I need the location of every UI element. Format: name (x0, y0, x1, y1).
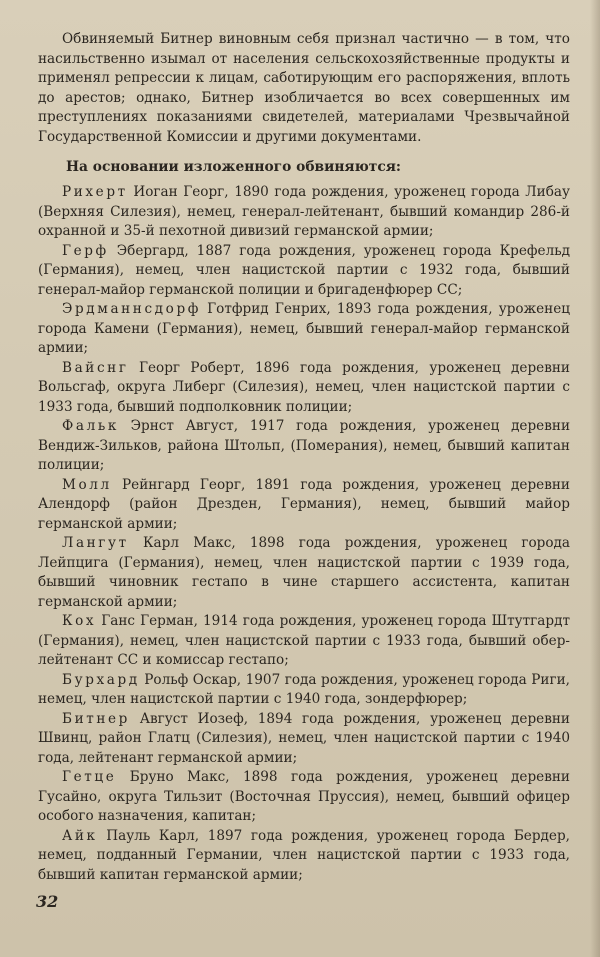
accused-surname: Лангут (62, 535, 129, 551)
section-heading: На основании изложенного обвиняются: (66, 159, 402, 175)
accused-details: Ганс Герман, 1914 года рождения, уроженец города Штутгардт (Германия), немец, член нацистской партии с 1933 года, бывший обер-лейтенант СС и комиссар гестапо; (38, 613, 570, 668)
accused-details: Август Иозеф, 1894 года рождения, уроженец деревни Швинц, район Глатц (Силезия), немец, член нацистской партии с 1940 года, лейтенант германской армии; (38, 710, 570, 766)
accused-list (38, 183, 570, 885)
accused-surname: Битнер (62, 710, 130, 727)
accused-surname: Гетце (62, 769, 117, 785)
page-number: 32 (36, 892, 59, 911)
accused-surname: Молл (62, 476, 112, 493)
accused-details: Эбергард, 1887 года рождения, уроженец города Крефельд (Германия), немец, член нацистской партии с 1932 года, бывший генерал-майор германской полиции и бригаденфюрер СС; (38, 242, 570, 298)
accused-entry (38, 183, 570, 242)
accused-surname: Кох (62, 613, 97, 629)
accused-entry (38, 827, 570, 886)
accused-details: Эрнст Август, 1917 года рождения, уроженец деревни Вендиж-Зильков, района Штольп, (Померания), немец, бывший капитан полиции; (38, 418, 570, 473)
accused-surname: Айк (62, 827, 98, 844)
accused-entry (38, 612, 570, 671)
accused-entry (38, 710, 570, 769)
accused-surname: Рихерт (62, 184, 128, 200)
accused-surname: Бурхард (62, 671, 140, 688)
accused-details: Рольф Оскар, 1907 года рождения, уроженец города Риги, немец, член нацистской партии с 1940 года, зондерфюрер; (38, 671, 570, 707)
accused-entry (38, 417, 570, 476)
accused-entry (38, 242, 570, 301)
accused-details: Карл Макс, 1898 года рождения, уроженец города Лейпцига (Германия), немец, член нацистской партии с 1939 года, бывший чиновник гестапо в чине старшего ассистента, капитан германской армии; (38, 535, 570, 610)
accused-surname: Эрдманнсдорф (62, 301, 201, 317)
accused-entry (38, 300, 570, 359)
accused-entry (38, 476, 570, 535)
accused-details: Георг Роберт, 1896 года рождения, уроженец деревни Вольсгаф, округа Либерг (Силезия), немец, член нацистской партии с 1933 года, бывший подполковник полиции; (38, 359, 570, 415)
accused-entry (38, 534, 570, 612)
accused-details: Готфрид Генрих, 1893 года рождения, уроженец города Камени (Германия), немец, бывший генерал-майор германской армии; (38, 301, 570, 356)
accused-entry (38, 671, 570, 710)
accused-surname: Герф (62, 242, 109, 259)
accused-surname: Фальк (62, 418, 119, 434)
accused-details: Рейнгард Георг, 1891 года рождения, уроженец деревни Алендорф (район Дрезден, Германия), немец, бывший майор германской армии; (38, 476, 570, 532)
intro-paragraph: Обвиняемый Битнер виновным себя признал частично — в том, что насильственно изымал от населения сельскохозяйственные продукты и применял репрессии к лицам, саботирующим его распоряжения, вплоть до арестов; однако, Битнер изобличается во всех совершенных им преступлениях показаниями свидетелей, материалами Чрезвычайной Государственной Комиссии и другими документами. (38, 31, 570, 145)
accused-entry (38, 768, 570, 827)
accused-entry (38, 359, 570, 418)
accused-details: Пауль Карл, 1897 года рождения, уроженец города Бердер, немец, подданный Германии, член нацистской партии с 1933 года, бывший капитан германской армии; (38, 827, 570, 883)
accused-details: Иоган Георг, 1890 года рождения, уроженец города Либау (Верхняя Силезия), немец, генерал-лейтенант, бывший командир 286-й охранной и 35-й пехотной дивизий германской армии; (38, 184, 570, 239)
accused-details: Бруно Макс, 1898 года рождения, уроженец деревни Гусайно, округа Тильзит (Восточная Пруссия), немец, бывший офицер особого назначения, капитан; (38, 769, 570, 824)
accused-surname: Вайснг (62, 359, 129, 376)
